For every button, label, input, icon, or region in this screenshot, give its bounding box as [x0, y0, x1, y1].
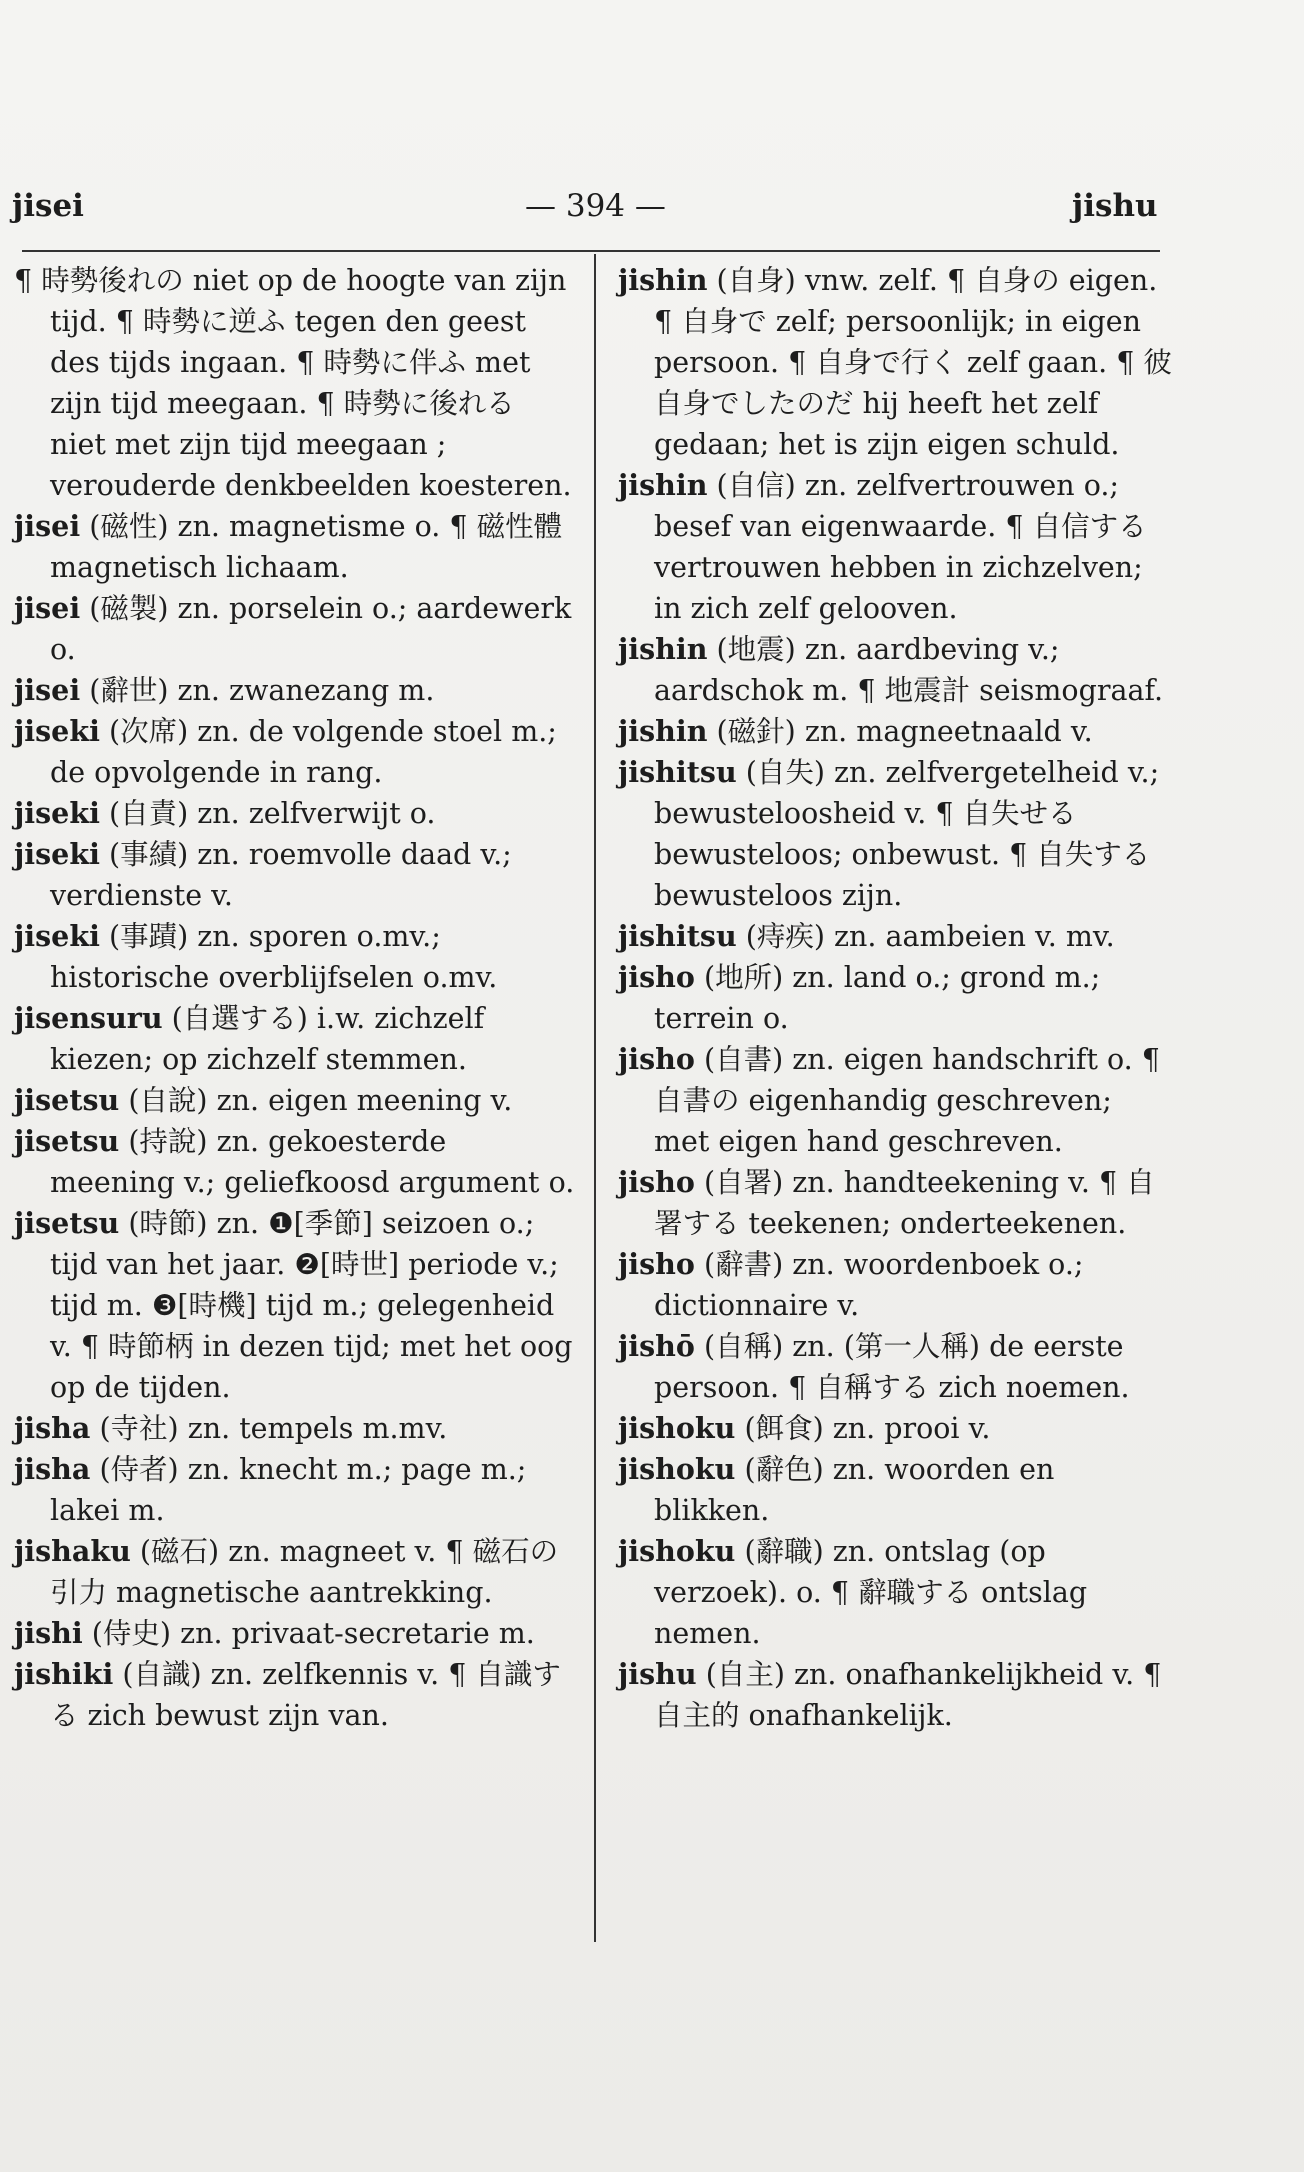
dictionary-entry	[618, 711, 1174, 752]
dictionary-entry	[14, 506, 578, 588]
dictionary-entry	[14, 1080, 578, 1121]
dictionary-entry	[618, 1162, 1174, 1244]
entry-definition: (自選する) i.w. zichzelf kiezen; op zichzelf stemmen.	[50, 1002, 485, 1076]
dictionary-entry	[14, 1203, 578, 1408]
entry-definition: (辭書) zn. woordenboek o.; dictionnaire v.	[654, 1248, 1084, 1322]
dictionary-entry	[618, 465, 1174, 629]
dictionary-entry	[14, 1613, 578, 1654]
entry-headword: jishu	[618, 1657, 697, 1691]
entry-definition: (侍者) zn. knecht m.; page m.; lakei m.	[50, 1453, 527, 1527]
dictionary-entry	[618, 1326, 1174, 1408]
entry-definition: (餌食) zn. prooi v.	[744, 1412, 991, 1445]
entry-definition: (自主) zn. onafhankelijkheid v. ¶ 自主的 onafhankelijk.	[654, 1658, 1162, 1732]
entry-headword: jisei	[14, 673, 81, 707]
entry-headword: jishiki	[14, 1657, 114, 1691]
dictionary-entry	[14, 260, 578, 506]
dictionary-entry	[618, 1408, 1174, 1449]
dictionary-entry	[618, 1244, 1174, 1326]
entry-definition: (自說) zn. eigen meening v.	[128, 1084, 513, 1117]
entry-headword: jisha	[14, 1411, 91, 1445]
dictionary-entry	[618, 1531, 1174, 1654]
dictionary-entry	[618, 629, 1174, 711]
entry-headword: jishin	[618, 468, 708, 502]
entry-definition: (自署) zn. handteekening v. ¶ 自署する teekenen; onderteekenen.	[654, 1166, 1155, 1240]
entry-headword: jishoku	[618, 1534, 736, 1568]
entry-definition: (自責) zn. zelfverwijt o.	[108, 797, 436, 830]
dictionary-entry	[14, 1121, 578, 1203]
entry-definition: (地震) zn. aardbeving v.; aardschok m. ¶ 地震計 seismograaf.	[654, 633, 1164, 707]
dictionary-entry	[618, 1449, 1174, 1531]
entry-definition: (自稱) zn. (第一人稱) de eerste persoon. ¶ 自稱する zich noemen.	[654, 1330, 1130, 1404]
entry-headword: jisho	[618, 1042, 695, 1076]
entry-headword: jishin	[618, 632, 708, 666]
entry-headword: jisho	[618, 960, 695, 994]
entry-headword: jiseki	[14, 919, 100, 953]
entry-definition: (磁針) zn. magneetnaald v.	[716, 715, 1093, 748]
entry-headword: jishō	[618, 1329, 695, 1363]
header-left-guide-word: jisei	[12, 188, 84, 224]
dictionary-entry	[14, 998, 578, 1080]
entry-headword: jishaku	[14, 1534, 131, 1568]
dictionary-entry	[14, 670, 578, 711]
dictionary-entry	[618, 916, 1174, 957]
entry-headword: jisei	[14, 591, 81, 625]
entry-definition: (事績) zn. roemvolle daad v.; verdienste v.	[50, 838, 512, 912]
entry-headword: jishitsu	[618, 919, 737, 953]
dictionary-entry	[618, 1039, 1174, 1162]
entry-definition: (自書) zn. eigen handschrift o. ¶ 自書の eigenhandig geschreven; met eigen hand geschreven.	[654, 1043, 1160, 1158]
entry-definition: (自身) vnw. zelf. ¶ 自身の eigen. ¶ 自身で zelf; persoonlijk; in eigen persoon. ¶ 自身で行く zelf gaan. ¶ 彼自身でしたのだ hij heeft het zelf gedaan; het is zijn eigen schuld.	[654, 264, 1172, 461]
entry-definition: (辭職) zn. ontslag (op verzoek). o. ¶ 辭職する ontslag nemen.	[654, 1535, 1088, 1650]
dictionary-entry	[618, 260, 1174, 465]
dictionary-entry	[14, 793, 578, 834]
dictionary-entry	[618, 752, 1174, 916]
entry-definition: (辭世) zn. zwanezang m.	[89, 674, 435, 707]
dictionary-entry	[14, 1408, 578, 1449]
dictionary-entry	[14, 834, 578, 916]
dictionary-entry	[14, 1449, 578, 1531]
entry-headword: jishi	[14, 1616, 83, 1650]
entry-headword: jishin	[618, 714, 708, 748]
entry-headword: jisei	[14, 509, 81, 543]
dictionary-entry	[618, 957, 1174, 1039]
entry-headword: jisensuru	[14, 1001, 163, 1035]
dictionary-entry	[14, 1654, 578, 1736]
entry-headword: jishoku	[618, 1452, 736, 1486]
entry-headword: jisetsu	[14, 1083, 120, 1117]
entry-definition: (時節) zn. ❶[季節] seizoen o.; tijd van het jaar. ❷[時世] periode v.; tijd m. ❸[時機] tijd m.; gelegenheid v. ¶ 時節柄 in dezen tijd; met het oog op de tijden.	[50, 1207, 573, 1404]
entry-headword: jisho	[618, 1247, 695, 1281]
entry-headword: jisha	[14, 1452, 91, 1486]
column-divider	[594, 254, 596, 1942]
dictionary-entry	[14, 916, 578, 998]
header-rule	[22, 250, 1160, 252]
entry-definition: (持說) zn. gekoesterde meening v.; geliefkoosd argument o.	[50, 1125, 575, 1199]
entry-definition: (寺社) zn. tempels m.mv.	[99, 1412, 448, 1445]
entry-definition: (自識) zn. zelfkennis v. ¶ 自識する zich bewust zijn van.	[50, 1658, 561, 1732]
entry-headword: jiseki	[14, 796, 100, 830]
entry-definition: (磁性) zn. magnetisme o. ¶ 磁性體 magnetisch lichaam.	[50, 510, 563, 584]
entry-definition: (事蹟) zn. sporen o.mv.; historische overblijfselen o.mv.	[50, 920, 498, 994]
header-right-guide-word: jishu	[1072, 188, 1158, 224]
entry-definition: (磁石) zn. magneet v. ¶ 磁石の引力 magnetische aantrekking.	[50, 1535, 559, 1609]
entry-definition: (次席) zn. de volgende stoel m.; de opvolgende in rang.	[50, 715, 557, 789]
entry-headword: jishitsu	[618, 755, 737, 789]
entry-definition: (磁製) zn. porselein o.; aardewerk o.	[50, 592, 572, 666]
entry-headword: jisetsu	[14, 1124, 120, 1158]
entry-definition: (辭色) zn. woorden en blikken.	[654, 1453, 1055, 1527]
entry-headword: jisho	[618, 1165, 695, 1199]
entry-headword: jiseki	[14, 714, 100, 748]
dictionary-entry	[618, 1654, 1174, 1736]
right-column	[618, 260, 1174, 1736]
entry-definition: ¶ 時勢後れの niet op de hoogte van zijn tijd. ¶ 時勢に逆ふ tegen den geest des tijds ingaan. ¶ 時勢に伴ふ met zijn tijd meegaan. ¶ 時勢に後れる niet met zijn tijd meegaan ; verouderde denkbeelden koesteren.	[14, 264, 572, 502]
entry-headword: jisetsu	[14, 1206, 120, 1240]
entry-headword: jishoku	[618, 1411, 736, 1445]
dictionary-entry	[14, 588, 578, 670]
entry-headword: jishin	[618, 263, 708, 297]
left-column	[14, 260, 578, 1736]
dictionary-entry	[14, 711, 578, 793]
entry-definition: (地所) zn. land o.; grond m.; terrein o.	[654, 961, 1101, 1035]
entry-definition: (侍史) zn. privaat-secretarie m.	[91, 1617, 535, 1650]
entry-definition: (痔疾) zn. aambeien v. mv.	[745, 920, 1115, 953]
dictionary-entry	[14, 1531, 578, 1613]
page-number: — 394 —	[525, 188, 666, 224]
entry-definition: (自信) zn. zelfvertrouwen o.; besef van eigenwaarde. ¶ 自信する vertrouwen hebben in zichzelven; in zich zelf gelooven.	[654, 469, 1147, 625]
entry-definition: (自失) zn. zelfvergetelheid v.; bewusteloosheid v. ¶ 自失せる bewusteloos; onbewust. ¶ 自失する bewusteloos zijn.	[654, 756, 1160, 912]
entry-headword: jiseki	[14, 837, 100, 871]
